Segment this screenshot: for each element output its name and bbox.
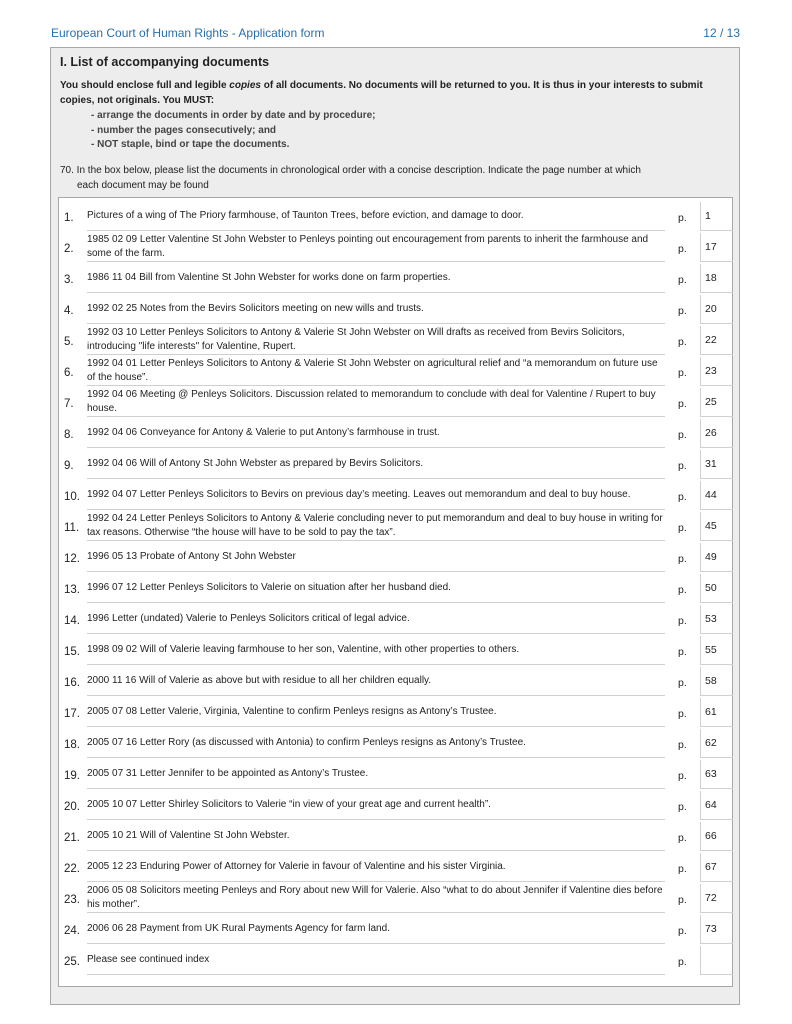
document-number: 8. [64, 428, 74, 441]
document-description-field[interactable] [87, 295, 665, 324]
document-description: 2000 11 16 Will of Valerie as above but with residue to all her children equally. [87, 675, 432, 686]
document-number: 22. [64, 862, 80, 875]
document-description-field[interactable] [87, 667, 665, 696]
document-row [59, 357, 732, 388]
instruction-line: 70. In the box below, please list the documents in chronological order with a concise description. Indicate the page number at which [60, 165, 641, 176]
page-number: 63 [705, 768, 717, 780]
page-label: p. [678, 490, 687, 503]
requirement-item: - NOT staple, bind or tape the documents. [91, 139, 290, 150]
document-row [59, 481, 732, 512]
document-description-field[interactable] [87, 884, 665, 913]
intro-text-emphasis: copies [229, 80, 261, 91]
requirements-list [91, 109, 376, 153]
page-number: 55 [705, 644, 717, 656]
page-number: 31 [705, 458, 717, 470]
document-description-field[interactable] [87, 388, 665, 417]
document-description-field[interactable] [87, 450, 665, 479]
document-description: Please see continued index [87, 954, 210, 965]
document-number: 24. [64, 924, 80, 937]
document-description-field[interactable] [87, 574, 665, 603]
document-list [58, 197, 733, 987]
page-label: p. [678, 273, 687, 286]
page-number-field[interactable] [700, 822, 733, 851]
document-description-field[interactable] [87, 698, 665, 727]
document-description: 2005 12 23 Enduring Power of Attorney for Valerie in favour of Valentine and his sister Virginia. [87, 861, 506, 872]
page-number: 62 [705, 737, 717, 749]
document-row [59, 233, 732, 264]
document-description: 1992 04 07 Letter Penleys Solicitors to Bevirs on previous day’s meeting. Leaves out memorandum and deal to buy house. [87, 489, 631, 500]
document-row [59, 760, 732, 791]
page-number-field[interactable] [700, 636, 733, 665]
page-label: p. [678, 614, 687, 627]
document-number: 1. [64, 211, 74, 224]
document-description: 2005 10 21 Will of Valentine St John Webster. [87, 830, 290, 841]
page-label: p. [678, 800, 687, 813]
page-label: p. [678, 335, 687, 348]
page-number-field[interactable] [700, 388, 733, 417]
document-description: 1996 Letter (undated) Valerie to Penleys Solicitors critical of legal advice. [87, 613, 410, 624]
document-description: 1992 04 06 Will of Antony St John Webster as prepared by Bevirs Solicitors. [87, 458, 424, 469]
intro-text [60, 79, 730, 108]
page-number-field[interactable] [700, 202, 733, 231]
page-label: p. [678, 955, 687, 968]
page-number-field[interactable] [700, 543, 733, 572]
page-label: p. [678, 428, 687, 441]
document-row [59, 791, 732, 822]
page-number: 66 [705, 830, 717, 842]
page-number-field[interactable] [700, 264, 733, 293]
document-number: 15. [64, 645, 80, 658]
document-number: 17. [64, 707, 80, 720]
document-row [59, 853, 732, 884]
documents-section [50, 47, 740, 1005]
document-row [59, 326, 732, 357]
document-description-field[interactable] [87, 326, 665, 355]
document-description: 1992 04 06 Meeting @ Penleys Solicitors. Discussion related to memorandum to conclude with deal for Valentine / Rupert to buy house. [87, 389, 656, 414]
document-row [59, 574, 732, 605]
page-number-field[interactable] [700, 915, 733, 944]
page-label: p. [678, 242, 687, 255]
form-title: European Court of Human Rights - Application form [51, 26, 325, 40]
document-row [59, 295, 732, 326]
document-description: Pictures of a wing of The Priory farmhouse, of Taunton Trees, before eviction, and damage to door. [87, 210, 524, 221]
page-label: p. [678, 459, 687, 472]
document-description: 1992 04 01 Letter Penleys Solicitors to Antony & Valerie St John Webster on agricultural relief and “a memorandum on future use of the house”. [87, 358, 658, 383]
page-number: 64 [705, 799, 717, 811]
page-number: 61 [705, 706, 717, 718]
document-description-field[interactable] [87, 481, 665, 510]
intro-text-part2: of all documents. No documents will be returned to you. It is thus in your interests to submit copies, not originals. You MUST: [60, 80, 703, 106]
document-number: 10. [64, 490, 80, 503]
page-label: p. [678, 397, 687, 410]
document-description-field[interactable] [87, 543, 665, 572]
document-description-field[interactable] [87, 853, 665, 882]
document-description: 2005 07 08 Letter Valerie, Virginia, Valentine to confirm Penleys resigns as Antony’s Trustee. [87, 706, 497, 717]
document-number: 25. [64, 955, 80, 968]
document-row [59, 202, 732, 233]
document-row [59, 388, 732, 419]
page-number: 17 [705, 241, 717, 253]
document-row [59, 636, 732, 667]
page-number: 72 [705, 892, 717, 904]
document-row [59, 884, 732, 915]
document-description: 1992 04 06 Conveyance for Antony & Valerie to put Antony’s farmhouse in trust. [87, 427, 440, 438]
document-description: 2005 07 16 Letter Rory (as discussed with Antonia) to confirm Penleys resigns as Antony’s Trustee. [87, 737, 526, 748]
page-label: p. [678, 831, 687, 844]
requirement-item: - number the pages consecutively; and [91, 124, 277, 136]
document-description-field[interactable] [87, 419, 665, 448]
page-label: p. [678, 366, 687, 379]
page-number-field[interactable] [700, 512, 733, 541]
document-description-field[interactable] [87, 946, 665, 975]
page-label: p. [678, 304, 687, 317]
document-row [59, 822, 732, 853]
page-label: p. [678, 521, 687, 534]
page-label: p. [678, 676, 687, 689]
document-description: 1992 03 10 Letter Penleys Solicitors to Antony & Valerie St John Webster on Will drafts as received from Bevirs Solicitors, introducing "life interests" for Valentine, Rupert. [87, 327, 625, 352]
document-description-field[interactable] [87, 264, 665, 293]
document-number: 20. [64, 800, 80, 813]
page-number: 23 [705, 365, 717, 377]
document-description-field[interactable] [87, 822, 665, 851]
page-label: p. [678, 738, 687, 751]
document-number: 6. [64, 366, 74, 379]
page-number-field[interactable] [700, 357, 733, 386]
document-row [59, 667, 732, 698]
document-description: 2005 10 07 Letter Shirley Solicitors to Valerie “in view of your great age and current health”. [87, 799, 491, 810]
page-number-field[interactable] [700, 450, 733, 479]
document-row [59, 419, 732, 450]
page-label: p. [678, 552, 687, 565]
document-description: 2005 07 31 Letter Jennifer to be appointed as Antony’s Trustee. [87, 768, 369, 779]
document-number: 23. [64, 893, 80, 906]
document-row [59, 543, 732, 574]
instruction-70 [60, 164, 720, 193]
document-row [59, 946, 732, 977]
document-description: 1992 04 24 Letter Penleys Solicitors to Antony & Valerie concluding never to put memorandum and deal to buy house in writing for tax reasons. Otherwise “the house will have to be sold to pay the tax”. [87, 513, 663, 538]
document-description: 1992 02 25 Notes from the Bevirs Solicitors meeting on new wills and trusts. [87, 303, 424, 314]
page-label: p. [678, 211, 687, 224]
instruction-line: each document may be found [77, 179, 209, 191]
document-row [59, 450, 732, 481]
document-description: 1985 02 09 Letter Valentine St John Webster to Penleys pointing out encouragement from parents to inherit the farmhouse and some of the farm. [87, 234, 649, 259]
page-number-field[interactable] [700, 853, 733, 882]
section-title: I. List of accompanying documents [60, 55, 270, 69]
page-number: 18 [705, 272, 717, 284]
document-row [59, 915, 732, 946]
intro-text-part1: You should enclose full and legible [60, 80, 230, 91]
page-label: p. [678, 707, 687, 720]
page-number: 49 [705, 551, 717, 563]
document-number: 21. [64, 831, 80, 844]
page-label: p. [678, 893, 687, 906]
page-number-field[interactable] [700, 884, 733, 913]
page-number: 53 [705, 613, 717, 625]
page-number-field[interactable] [700, 419, 733, 448]
document-description: 1998 09 02 Will of Valerie leaving farmhouse to her son, Valentine, with other properties to others. [87, 644, 520, 655]
document-description: 1996 05 13 Probate of Antony St John Webster [87, 551, 296, 562]
document-number: 14. [64, 614, 80, 627]
page-number: 25 [705, 396, 717, 408]
document-description: 1996 07 12 Letter Penleys Solicitors to Valerie on situation after her husband died. [87, 582, 451, 593]
document-description-field[interactable] [87, 760, 665, 789]
page-number-field[interactable] [700, 946, 733, 975]
page-number-field[interactable] [700, 574, 733, 603]
page-number: 67 [705, 861, 717, 873]
document-number: 2. [64, 242, 74, 255]
document-number: 16. [64, 676, 80, 689]
document-description: 1986 11 04 Bill from Valentine St John Webster for works done on farm properties. [87, 272, 451, 283]
document-description: 2006 06 28 Payment from UK Rural Payments Agency for farm land. [87, 923, 390, 934]
document-description-field[interactable] [87, 512, 665, 541]
page-number-field[interactable] [700, 791, 733, 820]
document-number: 3. [64, 273, 74, 286]
document-row [59, 698, 732, 729]
page-number: 44 [705, 489, 717, 501]
page-number-field[interactable] [700, 295, 733, 324]
document-row [59, 729, 732, 760]
page-label: p. [678, 924, 687, 937]
page-number-field[interactable] [700, 481, 733, 510]
page-number-field[interactable] [700, 667, 733, 696]
document-description-field[interactable] [87, 791, 665, 820]
requirement-item: - arrange the documents in order by date and by procedure; [91, 110, 376, 121]
page-number: 50 [705, 582, 717, 594]
page-number: 58 [705, 675, 717, 687]
page-number: 22 [705, 334, 717, 346]
document-description-field[interactable] [87, 202, 665, 231]
document-number: 18. [64, 738, 80, 751]
document-number: 5. [64, 335, 74, 348]
document-row [59, 512, 732, 543]
page-number-field[interactable] [700, 233, 733, 262]
document-number: 7. [64, 397, 74, 410]
document-description-field[interactable] [87, 729, 665, 758]
page-number: 20 [705, 303, 717, 315]
page-label: p. [678, 645, 687, 658]
document-description-field[interactable] [87, 915, 665, 944]
page-label: p. [678, 583, 687, 596]
document-description-field[interactable] [87, 605, 665, 634]
page-indicator: 12 / 13 [703, 26, 740, 40]
page-number-field[interactable] [700, 605, 733, 634]
page-number: 1 [705, 210, 711, 222]
document-number: 12. [64, 552, 80, 565]
document-number: 4. [64, 304, 74, 317]
page-number: 73 [705, 923, 717, 935]
page-label: p. [678, 862, 687, 875]
document-number: 19. [64, 769, 80, 782]
page-number-field[interactable] [700, 698, 733, 727]
document-number: 9. [64, 459, 74, 472]
page-number-field[interactable] [700, 729, 733, 758]
page-label: p. [678, 769, 687, 782]
page-number: 26 [705, 427, 717, 439]
page-number-field[interactable] [700, 326, 733, 355]
document-number: 11. [64, 521, 80, 534]
page-number-field[interactable] [700, 760, 733, 789]
document-row [59, 605, 732, 636]
document-description-field[interactable] [87, 357, 665, 386]
document-row [59, 264, 732, 295]
document-description: 2006 05 08 Solicitors meeting Penleys and Rory about new Will for Valerie. Also “what to do about Jennifer if Valentine dies before his mother”. [87, 885, 663, 910]
page-number: 45 [705, 520, 717, 532]
document-description-field[interactable] [87, 636, 665, 665]
document-description-field[interactable] [87, 233, 665, 262]
document-number: 13. [64, 583, 80, 596]
